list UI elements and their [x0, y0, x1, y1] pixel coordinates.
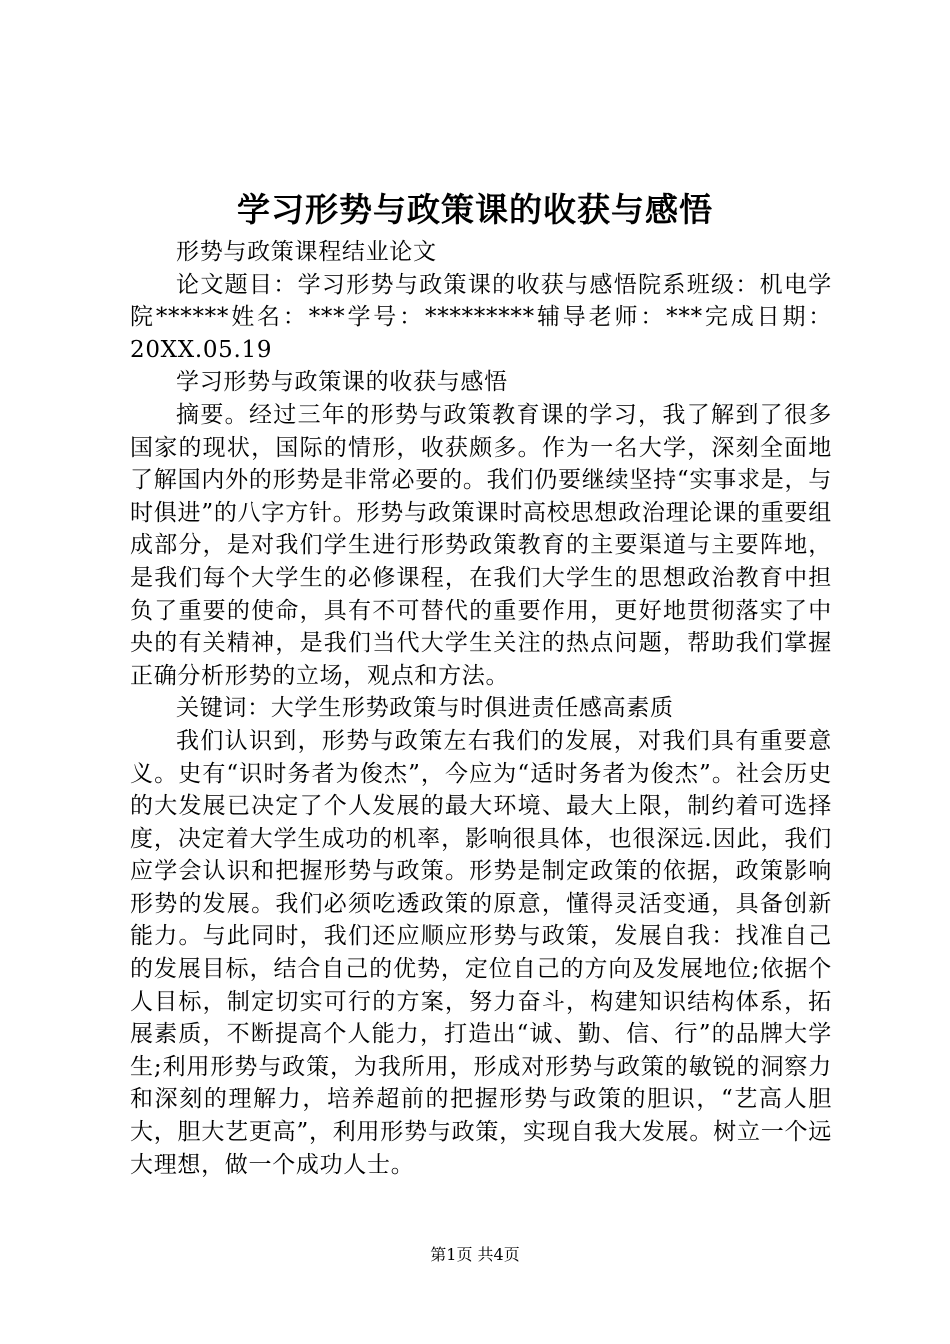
paragraph-body: 我们认识到，形势与政策左右我们的发展，对我们具有重要意义。史有“识时务者为俊杰”，今应为“适时务者为俊杰”。社会历史的大发展已决定了个人发展的最大环境、最大上限，制约着可选择度，决定着大学生成功的机率，影响很具体，也很深远.因此，我们应学会认识和把握形势与政策。形势是制定政策的依据，政策影响形势的发展。我们必须吃透政策的原意，懂得灵活变通，具备创新能力。与此同时，我们还应顺应形势与政策，发展自我：找准自己的发展目标，结合自己的优势，定位自己的方向及发展地位;依据个人目标，制定切实可行的方案，努力奋斗，构建知识结构体系，拓展素质，不断提高个人能力，打造出“诚、勤、信、行”的品牌大学生;利用形势与政策，为我所用，形成对形势与政策的敏锐的洞察力和深刻的理解力，培养超前的把握形势与政策的胆识，“艺高人胆大，胆大艺更高”，利用形势与政策，实现自我大发展。树立一个远大理想，做一个成功人士。	[130, 727, 832, 1178]
document-title: 学习形势与政策课的收获与感悟	[237, 190, 713, 229]
paragraph-subtitle: 形势与政策课程结业论文	[176, 239, 437, 265]
paragraph-meta-info: 论文题目：学习形势与政策课的收获与感悟院系班级：机电学院******姓名：***学号：*********辅导老师：***完成日期：20XX.05.19	[130, 271, 832, 363]
paragraph-section-title: 学习形势与政策课的收获与感悟	[176, 369, 508, 396]
page-number-footer: 第1页 共4页	[430, 1245, 520, 1264]
document-body	[130, 236, 832, 1181]
paragraph-keywords: 关键词：大学生形势政策与时俱进责任感高素质	[176, 695, 674, 722]
paragraph-abstract: 摘要。经过三年的形势与政策教育课的学习，我了解到了很多国家的现状，国际的情形，收获颇多。作为一名大学，深刻全面地了解国内外的形势是非常必要的。我们仍要继续坚持“实事求是，与时俱进”的八字方针。形势与政策课时高校思想政治理论课的重要组成部分，是对我们学生进行形势政策教育的主要渠道与主要阵地，是我们每个大学生的必修课程，在我们大学生的思想政治教育中担负了重要的使命，具有不可替代的重要作用，更好地贯彻落实了中央的有关精神，是我们当代大学生关注的热点问题，帮助我们掌握正确分析形势的立场，观点和方法。	[130, 401, 832, 689]
